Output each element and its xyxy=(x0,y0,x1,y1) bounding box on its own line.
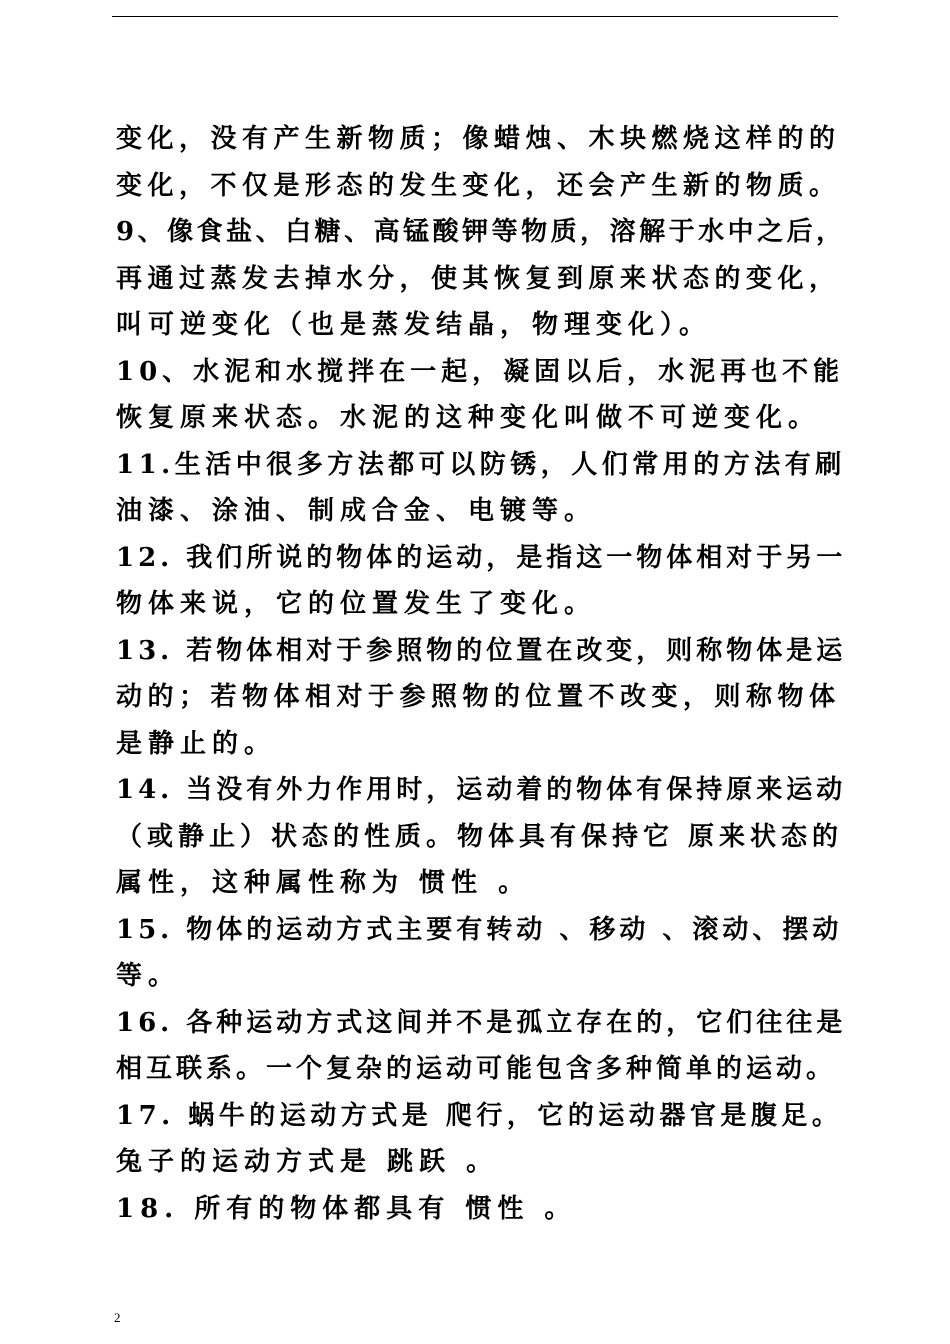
page-number: 2 xyxy=(114,1310,121,1325)
document-body xyxy=(116,116,846,1232)
text-line: 18. 所有的物体都具有 惯性 。 xyxy=(116,1193,577,1224)
text-line: 再通过蒸发去掉水分，使其恢复到原来状态的变化， xyxy=(116,263,841,294)
text-line: 恢复原来状态。水泥的这种变化叫做不可逆变化。 xyxy=(116,403,821,433)
header-rule xyxy=(112,16,838,17)
text-line: 16. 各种运动方式这间并不是孤立存在的，它们往往是 xyxy=(116,1007,847,1038)
text-line: 10、水泥和水搅拌在一起，凝固以后，水泥再也不能 xyxy=(116,356,845,387)
text-line: （或静止）状态的性质。物体具有保持它 原来状态的 xyxy=(116,821,844,852)
text-line: 11.生活中很多方法都可以防锈，人们常用的方法有刷 xyxy=(116,449,846,480)
text-line: 15. 物体的运动方式主要有转动 、移动 、滚动、摆动 xyxy=(116,914,843,945)
text-line: 叫可逆变化（也是蒸发结晶，物理变化）。 xyxy=(116,310,712,340)
text-line: 13. 若物体相对于参照物的位置在改变，则称物体是运 xyxy=(116,635,847,666)
text-line: 动的；若物体相对于参照物的位置不改变，则称物体 xyxy=(116,682,841,712)
text-line: 是静止的。 xyxy=(116,728,277,759)
text-line: 油漆、涂油、制成合金、电镀等。 xyxy=(116,496,597,526)
text-line: 变化，没有产生新物质；像蜡烛、木块燃烧这样的的 xyxy=(116,124,841,154)
text-line: 14. 当没有外力作用时，运动着的物体有保持原来运动 xyxy=(116,775,847,805)
text-line: 等。 xyxy=(116,961,181,991)
text-line: 9、像食盐、白糖、高锰酸钾等物质，溶解于水中之后， xyxy=(116,217,846,247)
text-line: 相互联系。一个复杂的运动可能包含多种简单的运动。 xyxy=(116,1054,837,1084)
text-line: 17. 蜗牛的运动方式是 爬行，它的运动器官是腹足。 xyxy=(116,1100,843,1131)
text-line: 兔子的运动方式是 跳跃 。 xyxy=(116,1147,499,1177)
text-line: 变化，不仅是形态的发生变化，还会产生新的物质。 xyxy=(116,170,841,201)
text-line: 物体来说，它的位置发生了变化。 xyxy=(116,589,597,619)
text-line: 12. 我们所说的物体的运动，是指这一物体相对于另一 xyxy=(116,542,847,573)
text-line: 属性，这种属性称为 惯性 。 xyxy=(116,868,531,898)
